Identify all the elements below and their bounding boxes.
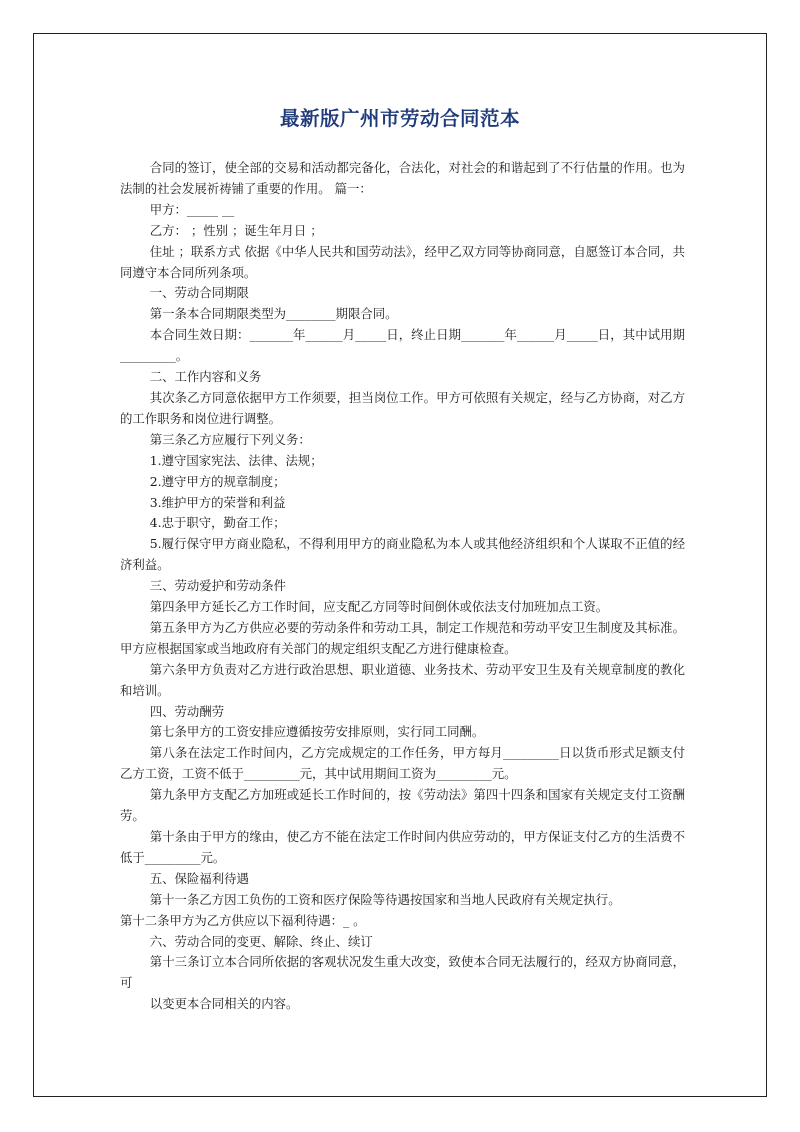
clause-paragraph: 本合同生效日期：_______年______月_____日，终止日期_______年______月_____日，其中试用期_________。 (120, 327, 685, 364)
list-item: 3.维护甲方的荣誉和利益 (149, 494, 286, 510)
clause-paragraph: 第一条本合同期限类型为________期限合同。 (149, 306, 398, 322)
address-paragraph: 住址 ；联系方式 依据《中华人民共和国劳动法》，经甲乙双方同等协商同意，自愿签订本合同，共同遵守本合同所列条项。 (120, 243, 685, 280)
clause-paragraph: 第三条乙方应履行下列义务： (149, 431, 311, 447)
list-item: 2.遵守甲方的规章制度； (149, 473, 286, 489)
clause-paragraph: 其次条乙方同意依据甲方工作须要，担当岗位工作。甲方可依照有关规定，经与乙方协商，对乙方的工作职务和岗位进行调整。 (120, 389, 685, 426)
intro-paragraph: 合同的签订，使全部的交易和活动都完备化，合法化，对社会的和谐起到了不行估量的作用。也为法制的社会发展祈祷铺了重要的作用。 篇一： (120, 160, 685, 196)
section-heading: 二、工作内容和义务 (149, 369, 262, 385)
section-heading: 六、劳动合同的变更、解除、终止、续订 (149, 933, 373, 949)
list-item: 5.履行保守甲方商业隐私，不得利用甲方的商业隐私为本人或其他经济组织和个人谋取不正值的经济利益。 (120, 536, 685, 573)
clause-paragraph: 第九条甲方支配乙方加班或延长工作时间的，按《劳动法》第四十四条和国家有关规定支付工资酬劳。 (120, 787, 685, 824)
clause-paragraph: 第十条由于甲方的缘由，使乙方不能在法定工作时间内供应劳动的，甲方保证支付乙方的生活费不低于_________元。 (120, 829, 685, 865)
party-b-line: 乙方： ；性别 ；诞生年月日 ； (149, 222, 323, 238)
clause-paragraph: 第六条甲方负责对乙方进行政治思想、职业道德、业务技术、劳动平安卫生及有关规章制度的教化和培训。 (120, 661, 685, 698)
clause-paragraph: 第十三条订立本合同所依据的客观状况发生重大改变，致使本合同无法履行的，经双方协商同意，可 (120, 954, 685, 991)
section-heading: 四、劳动酬劳 (149, 703, 225, 719)
document-title: 最新版广州市劳动合同范本 (279, 107, 520, 130)
section-heading: 五、保险福利待遇 (149, 870, 249, 886)
party-a-line: 甲方：_____ __ (149, 201, 235, 217)
list-item: 4.忠于职守，勤奋工作； (149, 515, 286, 531)
clause-paragraph: 第八条在法定工作时间内，乙方完成规定的工作任务，甲方每月_________日以货币形式足额支付乙方工资，工资不低于_________元，其中试用期间工资为_________元。 (120, 745, 685, 782)
clause-paragraph: 第五条甲方为乙方供应必要的劳动条件和劳动工具，制定工作规范和劳动平安卫生制度及其标准。 甲方应根据国家或当地政府有关部门的规定组织支配乙方进行健康检查。 (120, 619, 685, 656)
clause-paragraph: 第十一条乙方因工负伤的工资和医疗保险等待遇按国家和当地人民政府有关规定执行。 (149, 891, 621, 907)
clause-paragraph: 第十二条甲方为乙方供应以下福利待遇：_ 。 (120, 912, 366, 928)
clause-paragraph: 第七条甲方的工资安排应遵循按劳安排原则，实行同工同酬。 (149, 724, 485, 740)
section-heading: 一、劳动合同期限 (149, 285, 249, 301)
section-heading: 三、劳动爱护和劳动条件 (149, 578, 287, 594)
document-body (120, 158, 685, 1015)
clause-paragraph: 以变更本合同相关的内容。 (149, 996, 299, 1012)
clause-paragraph: 第四条甲方延长乙方工作时间，应支配乙方同等时间倒休或依法支付加班加点工资。 (149, 599, 609, 615)
list-item: 1.遵守国家宪法、法律、法规； (149, 452, 323, 468)
